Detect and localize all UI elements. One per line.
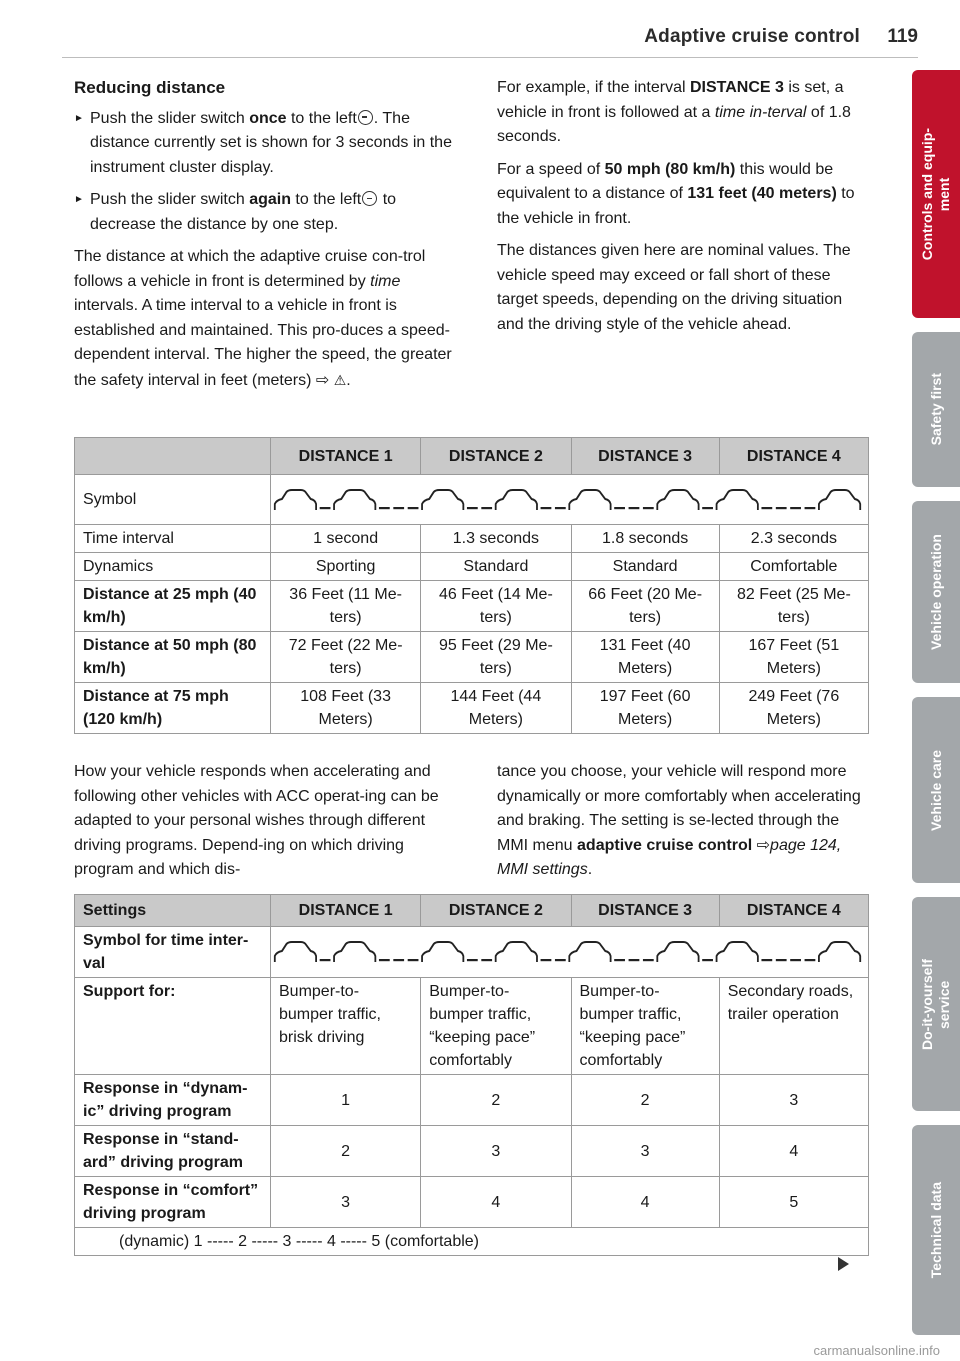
gap-dash (805, 507, 816, 509)
tab-controls-and-equipment[interactable]: Controls and equip- ment (912, 70, 960, 318)
table-header-cell: DISTANCE 3 (571, 895, 719, 927)
speed-paragraph: For a speed of 50 mph (80 km/h) this would be equivalent to a distance of 131 feet (40 meters) to the vehicle in front. (497, 160, 855, 227)
table-cell: Standard (571, 553, 719, 581)
table-cell: 2 (271, 1126, 421, 1177)
table-row (75, 581, 869, 632)
table-cell: 108 Feet (33 Meters) (271, 683, 421, 734)
gap-dash (320, 507, 331, 509)
table-row (75, 927, 869, 978)
table-cell: 3 (271, 1177, 421, 1228)
gap-dash (643, 959, 654, 961)
table-cell: 3 (719, 1075, 868, 1126)
table-cell: 167 Feet (51 Meters) (719, 632, 868, 683)
page-header (62, 0, 918, 58)
gap-dash (805, 959, 816, 961)
gap-dash (702, 507, 713, 509)
table-cell: 3 (421, 1126, 571, 1177)
gap-dash (541, 507, 552, 509)
table-row (75, 978, 869, 1075)
table-footnote: (dynamic) 1 ----- 2 ----- 3 ----- 4 ----- 5 (comfortable) (75, 1228, 869, 1256)
left-column (74, 76, 454, 401)
gap-dash (776, 959, 787, 961)
row-label: Time interval (75, 525, 271, 553)
table-cell: 249 Feet (76 Meters) (719, 683, 868, 734)
section-heading: Reducing distance (74, 78, 226, 97)
table-cell: 66 Feet (20 Me-ters) (571, 581, 719, 632)
table-header-cell: DISTANCE 4 (719, 438, 868, 475)
table-header-row (75, 438, 869, 475)
mmi-settings-paragraph: tance you choose, your vehicle will respond more dynamically or more comfortably when accelerating and braking. The setting is se-lected through the MMI menu adaptive cruise control ⇨page 124, MMI settings. (497, 763, 861, 878)
gap-dash (481, 959, 492, 961)
reference-arrow-icon: ⇨ (752, 836, 771, 854)
gap-dash (467, 507, 478, 509)
tab-technical-data[interactable]: Technical data (912, 1125, 960, 1335)
car-icon (717, 490, 758, 510)
table-row (75, 1126, 869, 1177)
table-header-cell: DISTANCE 4 (719, 895, 868, 927)
gap-dash (614, 959, 625, 961)
car-icon (569, 942, 610, 962)
settings-table (74, 894, 869, 1256)
time-interval-symbols (273, 932, 866, 972)
gap-dash (481, 507, 492, 509)
row-label: Distance at 50 mph (80 km/h) (75, 632, 271, 683)
car-icon (334, 942, 375, 962)
row-label: Dynamics (75, 553, 271, 581)
right-column (497, 76, 873, 345)
car-icon (422, 942, 463, 962)
table-cell: 4 (719, 1126, 868, 1177)
gap-dash (614, 507, 625, 509)
gap-dash (408, 959, 419, 961)
table-cell: Bumper-to-bumper traffic, brisk driving (271, 978, 421, 1075)
table-cell: Secondary roads, trailer operation (719, 978, 868, 1075)
mid-left-column (74, 760, 454, 891)
gap-dash (555, 507, 566, 509)
table-cell: 2 (571, 1075, 719, 1126)
table-cell: 2.3 seconds (719, 525, 868, 553)
gap-dash (761, 959, 772, 961)
table-cell: 95 Feet (29 Me-ters) (421, 632, 571, 683)
gap-dash (555, 959, 566, 961)
section-title: Adaptive cruise control (644, 26, 860, 47)
table-header-cell: DISTANCE 1 (271, 895, 421, 927)
gap-dash (629, 507, 640, 509)
table-cell: 46 Feet (14 Me-ters) (421, 581, 571, 632)
driving-program-paragraph: How your vehicle responds when accelerating and following other vehicles with ACC operat-ing can be adapted to your personal wishes through different driving programs. Depend-ing on which driving program and which dis- (74, 763, 439, 878)
table-cell: 72 Feet (22 Me-ters) (271, 632, 421, 683)
car-icon (819, 490, 860, 510)
tab-safety-first[interactable]: Safety first (912, 332, 960, 487)
table-row (75, 632, 869, 683)
gap-dash (379, 507, 390, 509)
table-row (75, 1075, 869, 1126)
gap-dash (408, 507, 419, 509)
example-paragraph: For example, if the interval DISTANCE 3 is set, a vehicle in front is followed at a time in-terval of 1.8 seconds. (497, 79, 851, 145)
table-cell: 4 (571, 1177, 719, 1228)
gap-dash (393, 507, 404, 509)
table-cell: 1.3 seconds (421, 525, 571, 553)
table-header-row (75, 895, 869, 927)
tab-vehicle-care[interactable]: Vehicle care (912, 697, 960, 883)
instruction-step-2: ► Push the slider switch again to the left to decrease the distance by one step. (74, 188, 454, 237)
table-cell: Bumper-to-bumper traffic, “keeping pace” comfortably (421, 978, 571, 1075)
table-row (75, 475, 869, 525)
table-cell: Bumper-to-bumper traffic, “keeping pace” comfortably (571, 978, 719, 1075)
car-icon (275, 490, 316, 510)
car-icon (657, 490, 698, 510)
tab-do-it-yourself-service[interactable]: Do-it-yourself service (912, 897, 960, 1111)
car-icon (496, 942, 537, 962)
mid-right-column (497, 760, 873, 891)
car-icon (569, 490, 610, 510)
car-icon (275, 942, 316, 962)
gap-dash (541, 959, 552, 961)
table-cell: 3 (571, 1126, 719, 1177)
table-cell: 1.8 seconds (571, 525, 719, 553)
warning-triangle-icon[interactable]: ⚠ (333, 371, 347, 388)
row-label: Support for: (75, 978, 271, 1075)
table-cell: 36 Feet (11 Me-ters) (271, 581, 421, 632)
car-icon (422, 490, 463, 510)
tab-vehicle-operation[interactable]: Vehicle operation (912, 501, 960, 683)
table-cell: 82 Feet (25 Me-ters) (719, 581, 868, 632)
table-cell: 5 (719, 1177, 868, 1228)
gap-dash (790, 507, 801, 509)
row-label: Symbol for time inter-val (75, 927, 271, 978)
table-cell: Standard (421, 553, 571, 581)
continue-arrow-icon (838, 1257, 849, 1271)
gap-dash (629, 959, 640, 961)
table-cell: 4 (421, 1177, 571, 1228)
table-row (75, 1228, 869, 1256)
table-cell: Sporting (271, 553, 421, 581)
gap-dash (320, 959, 331, 961)
table-header-cell (75, 438, 271, 475)
row-label: Distance at 75 mph (120 km/h) (75, 683, 271, 734)
table-header-cell: DISTANCE 2 (421, 895, 571, 927)
gap-dash (776, 507, 787, 509)
gap-dash (761, 507, 772, 509)
circle-minus-icon (362, 191, 377, 206)
symbol-strip (271, 927, 869, 978)
table-cell: 144 Feet (44 Meters) (421, 683, 571, 734)
symbol-strip (271, 475, 869, 525)
table-header-cell: Settings (75, 895, 271, 927)
gap-dash (790, 959, 801, 961)
car-icon (717, 942, 758, 962)
row-label: Symbol (75, 475, 271, 525)
table-cell: 1 second (271, 525, 421, 553)
gap-dash (379, 959, 390, 961)
page-link[interactable]: page 124, MMI settings (497, 836, 842, 878)
watermark: carmanualsonline.info (813, 1343, 940, 1358)
table-cell: 1 (271, 1075, 421, 1126)
reference-arrow-icon: ⇨ (315, 371, 330, 389)
row-label: Response in “comfort” driving program (75, 1177, 271, 1228)
table-row (75, 1177, 869, 1228)
gap-dash (702, 959, 713, 961)
table-cell: Comfortable (719, 553, 868, 581)
distance-table (74, 437, 869, 734)
instruction-step-1: ► Push the slider switch once to the left . The distance currently set is shown for 3 seconds in the instrument cluster display. (74, 107, 454, 181)
car-icon (334, 490, 375, 510)
row-label: Distance at 25 mph (40 km/h) (75, 581, 271, 632)
table-header-cell: DISTANCE 2 (421, 438, 571, 475)
gap-dash (393, 959, 404, 961)
body-paragraph: The distance at which the adaptive cruise con-trol follows a vehicle in front is determined by time intervals. A time interval to a vehicle in front is established and maintained. This pro-duces a speed-dependent interval. The higher the speed, the greater the safety interval in feet (meters) ⇨ ⚠. (74, 248, 452, 389)
gap-dash (643, 507, 654, 509)
nominal-values-paragraph: The distances given here are nominal values. The vehicle speed may exceed or fall short of these target speeds, depending on the driving situation and the driving style of the vehicle ahead. (497, 242, 851, 333)
table-header-cell: DISTANCE 3 (571, 438, 719, 475)
table-cell: 197 Feet (60 Meters) (571, 683, 719, 734)
car-icon (496, 490, 537, 510)
table-row (75, 683, 869, 734)
table-row (75, 553, 869, 581)
page-number: 119 (887, 26, 918, 47)
table-cell: 131 Feet (40 Meters) (571, 632, 719, 683)
car-icon (819, 942, 860, 962)
row-label: Response in “dynam-ic” driving program (75, 1075, 271, 1126)
car-icon (657, 942, 698, 962)
time-interval-symbols (273, 480, 866, 520)
table-header-cell: DISTANCE 1 (271, 438, 421, 475)
circle-minus-icon (358, 110, 373, 125)
table-cell: 2 (421, 1075, 571, 1126)
row-label: Response in “stand-ard” driving program (75, 1126, 271, 1177)
table-row (75, 525, 869, 553)
gap-dash (467, 959, 478, 961)
